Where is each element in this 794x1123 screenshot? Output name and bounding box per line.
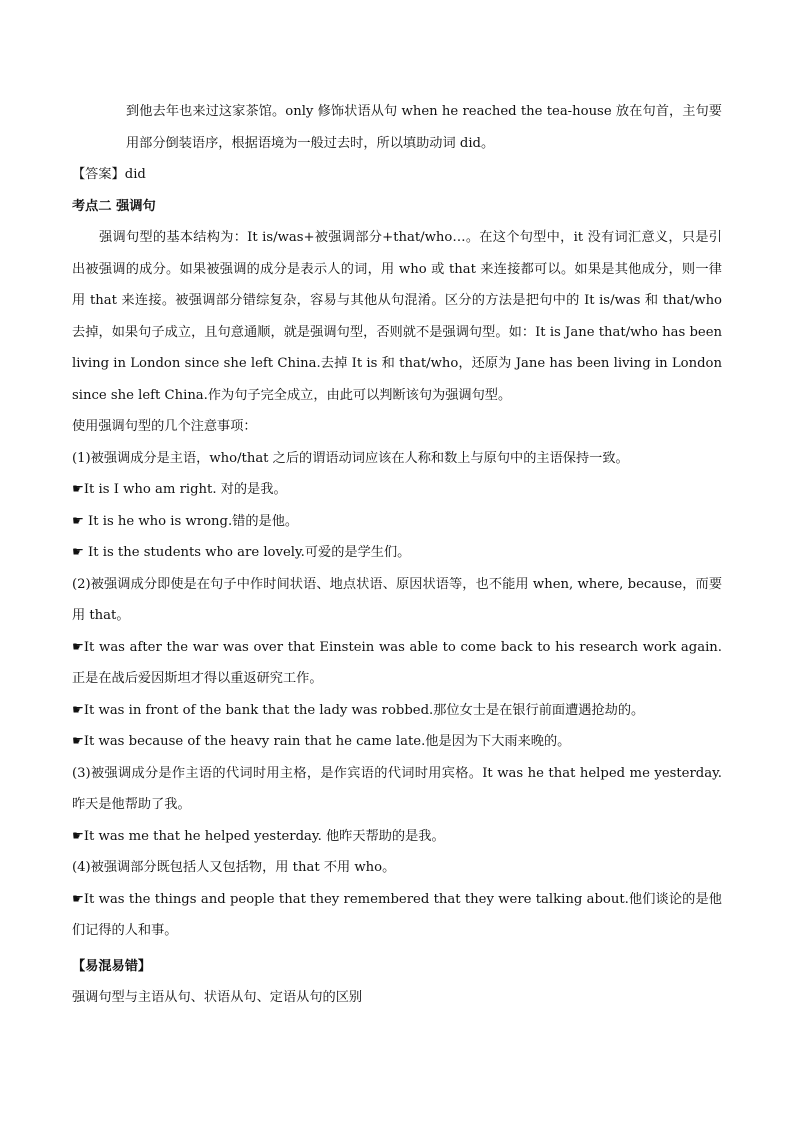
answer-label: 【答案】 [72,167,125,182]
example-1a [72,474,722,506]
section-title: 考点二 强调句 [72,198,156,214]
example-1c [72,537,722,569]
pointing-hand-icon: ☛ [72,734,84,749]
rule-4: (4)被强调部分既包括人又包括物，用 that 不用 who。 [72,860,396,875]
pointing-hand-icon: ☛ [72,891,84,907]
example-2b [72,695,722,727]
pointing-hand-icon: ☛ [72,639,84,655]
example-text: It is he who is wrong.错的是他。 [88,513,299,529]
answer-line [72,159,722,191]
example-text: It was in front of the bank that the lady was robbed.那位女士是在银行前面遭遇抢劫的。 [83,702,645,718]
example-2a [72,632,722,695]
intro-paragraph: 强调句型的基本结构为：It is/was+被强调部分+that/who…。在这个句型中，it 没有词汇意义，只是引出被强调的成分。如果被强调的成分是表示人的词，用 who 或 that 来连接都可以。如果是其他成分，则一律用 that 来连接。被强调部分错综复杂，容易与其他从句混淆。区分的方法是把句中的 It is/was 和 that/who 去掉，如果句子成立，且句意通顺，就是强调句型，否则就不是强调句型。如：It is Jane that/who has been living in London since she left China.去掉 It is 和 that/who，还原为 Jane has been living in London since she left China.作为句子完全成立，由此可以判断该句为强调句型。 [72,230,722,403]
pointing-hand-icon: ☛ [72,482,84,497]
confusion-text: 强调句型与主语从句、状语从句、定语从句的区别 [72,990,363,1005]
confusion-heading: 【易混易错】 [72,958,152,974]
document-content [72,96,722,1014]
answer-value: did [124,167,146,182]
example-3a [72,821,722,853]
pointing-hand-icon: ☛ [72,702,84,718]
example-4a [72,884,722,947]
pointing-hand-icon: ☛ [72,545,84,560]
example-text: It was because of the heavy rain that he came late.他是因为下大雨来晚的。 [83,734,571,749]
example-text: It was the things and people that they remembered that they were talking about.他们谈论的是他们记得的人和事。 [72,891,722,938]
notes-heading: 使用强调句型的几个注意事项： [72,419,257,434]
example-text: It is the students who are lovely.可爱的是学生们。 [88,545,411,560]
pointing-hand-icon: ☛ [72,828,84,844]
intro-line: 到他去年也来过这家茶馆。only 修饰状语从句 when he reached the tea-house 放在句首，主句要用部分倒装语序，根据语境为一般过去时，所以填助动词 did。 [126,104,722,151]
example-text: It was me that he helped yesterday. 他昨天帮助的是我。 [83,828,445,844]
example-1b [72,506,722,538]
example-text: It was after the war was over that Einstein was able to come back to his research work again.正是在战后爱因斯坦才得以重返研究工作。 [72,639,722,686]
example-text: It is I who am right. 对的是我。 [83,482,287,497]
rule-3: (3)被强调成分是作主语的代词时用主格，是作宾语的代词时用宾格。It was he that helped me yesterday.昨天是他帮助了我。 [72,765,722,812]
example-2c [72,726,722,758]
rule-1: (1)被强调成分是主语，who/that 之后的谓语动词应该在人称和数上与原句中的主语保持一致。 [72,450,629,466]
pointing-hand-icon: ☛ [72,513,84,529]
rule-2: (2)被强调成分即使是在句子中作时间状语、地点状语、原因状语等，也不能用 when, where, because，而要用 that。 [72,576,722,623]
